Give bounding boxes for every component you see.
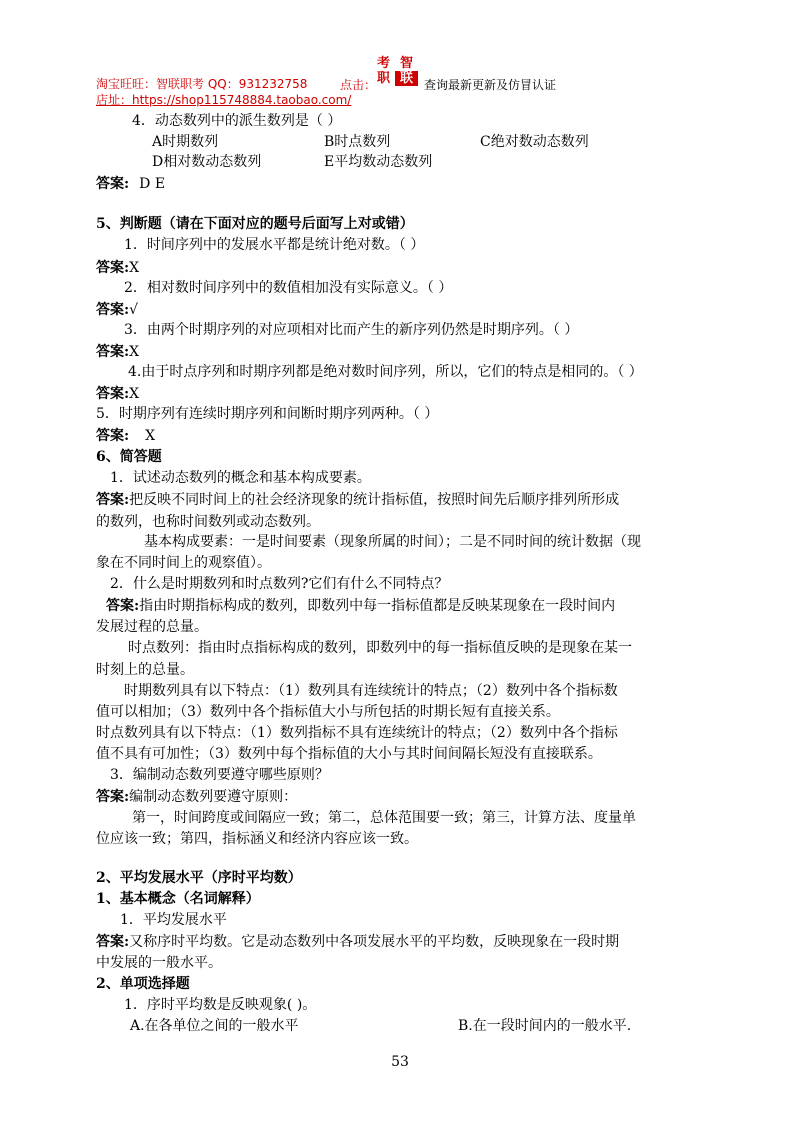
text-line: [96, 618, 704, 636]
line-text: 象在不同时间上的观察值）。: [96, 555, 271, 571]
line-text: X: [145, 428, 156, 444]
line-text: 时点数列：指由时点指标构成的数列，即数列中的每一指标值反映的是现象在某一: [128, 640, 632, 656]
text-line: [96, 301, 704, 319]
header-shop-link[interactable]: 店址：https://shop115748884.taobao.com/: [96, 93, 352, 107]
text-line: [96, 405, 704, 423]
line-text: 时点数列具有以下特点：（1）数列指标不具有连续统计的特点；（2）数列中各个指标: [96, 725, 618, 741]
logo-char: 智: [399, 56, 413, 71]
text-line: [110, 469, 704, 487]
line-text: 1．试述动态数列的概念和基本构成要素。: [110, 470, 371, 486]
text-line: [96, 343, 704, 361]
line-text: √: [129, 302, 139, 318]
line-text: D相对数动态数列: [152, 154, 262, 170]
line-text: 1．平均发展水平: [120, 912, 227, 928]
line-label: 6、简答题: [96, 449, 162, 465]
header-shop-info: [96, 76, 351, 108]
text-line: [96, 554, 704, 572]
line-text: 第一，时间跨度或间隔应一致；第二，总体范围要一致；第三，计算方法、度量单: [132, 810, 636, 826]
line-label: 答案:: [96, 386, 130, 402]
line-text: 编制动态数列要遵守原则：: [129, 789, 298, 805]
text-line: [128, 639, 704, 657]
brand-logo[interactable]: [372, 56, 418, 86]
text-line: [96, 975, 704, 993]
text-line: [96, 703, 704, 721]
text-line: [96, 513, 704, 531]
line-label: 2、平均发展水平（序时平均数）: [96, 870, 302, 886]
text-line: [132, 809, 704, 827]
line-text: 4．动态数列中的派生数列是（ ）: [132, 113, 342, 129]
line-text: 5．时期序列有连续时期序列和间断时期序列两种。（ ）: [96, 406, 439, 422]
line-text: 发展过程的总量。: [96, 619, 208, 635]
line-label: 1、基本概念（名词解释）: [96, 891, 260, 907]
text-line: [96, 661, 704, 679]
line-text: A.在各单位之间的一般水平: [130, 1018, 299, 1034]
line-text: 1．序时平均数是反映观象( )。: [124, 997, 317, 1013]
text-line: [124, 236, 704, 254]
text-line: [96, 954, 704, 972]
text-line: [132, 112, 704, 130]
logo-char: 考: [376, 56, 390, 71]
line-text: C绝对数动态数列: [480, 134, 589, 150]
line-text: 位应该一致；第四，指标涵义和经济内容应该一致。: [96, 831, 418, 847]
text-line: [96, 830, 704, 848]
text-line: [128, 363, 704, 381]
line-text: 4.由于时点序列和时期序列都是绝对数时间序列，所以，它们的特点是相同的。（ ）: [128, 364, 643, 380]
text-line: [124, 682, 704, 700]
line-text: 又称序时平均数。它是动态数列中各项发展水平的平均数，反映现象在一段时期: [129, 934, 620, 950]
text-line: [458, 1017, 704, 1035]
line-text: 的数列，也称时间数列或动态数列。: [96, 514, 320, 530]
line-text: 3．编制动态数列要遵守哪些原则？: [110, 767, 329, 783]
text-line: [110, 575, 704, 593]
text-line: [96, 175, 704, 193]
line-label: 2、单项选择题: [96, 976, 190, 992]
line-label: 5、判断题（请在下面对应的题号后面写上对或错）: [96, 216, 414, 232]
text-line: [124, 279, 704, 297]
text-line: [144, 533, 704, 551]
line-label: 答案:: [96, 934, 130, 950]
text-line: [96, 890, 704, 908]
line-text: D E: [139, 176, 166, 192]
text-line: [96, 215, 704, 233]
text-line: [120, 911, 704, 929]
line-text: 基本构成要素：一是时间要素（现象所属的时间）；二是不同时间的统计数据（现: [144, 534, 641, 550]
header-contact: 淘宝旺旺：智联职考 QQ：931232758: [96, 77, 308, 91]
text-line: [96, 869, 704, 887]
text-line: [96, 788, 704, 806]
line-text: 把反映不同时间上的社会经济现象的统计指标值，按照时间先后顺序排列所形成: [129, 492, 620, 508]
text-line: [106, 597, 704, 615]
line-label: 答案:: [96, 260, 130, 276]
line-label: 答案:: [96, 789, 130, 805]
line-label: 答案:: [96, 492, 130, 508]
line-text: A时期数列: [152, 134, 219, 150]
line-text: 值不具有可加性；（3）数列中每个指标值的大小与其时间间隔长短没有直接联系。: [96, 746, 602, 762]
text-line: [96, 259, 704, 277]
line-text: 值可以相加；（3）数列中各个指标值大小与所包括的时期长短有直接关系。: [96, 704, 560, 720]
line-text: 时期数列具有以下特点：（1）数列具有连续统计的特点；（2）数列中各个指标数: [124, 683, 618, 699]
line-text: B时点数列: [324, 134, 391, 150]
text-line: [96, 933, 704, 951]
line-label: 答案:: [96, 344, 130, 360]
line-text: B.在一段时间内的一般水平.: [458, 1018, 632, 1034]
line-text: 2．相对数时间序列中的数值相加没有实际意义。（ ）: [124, 280, 453, 296]
text-line: [96, 427, 704, 445]
line-label: 答案:: [96, 176, 130, 192]
line-label: 答案:: [96, 302, 130, 318]
text-line: [96, 745, 704, 763]
logo-char: 职: [376, 71, 390, 86]
line-text: 中发展的一般水平。: [96, 955, 222, 971]
line-text: E平均数动态数列: [324, 154, 433, 170]
text-line: [124, 996, 704, 1014]
line-label: 答案:: [106, 598, 140, 614]
text-line: [124, 321, 704, 339]
text-line: [480, 133, 704, 151]
line-text: 3．由两个时期序列的对应项相对比而产生的新序列仍然是时期序列。（ ）: [124, 322, 579, 338]
line-text: X: [129, 260, 140, 276]
header-verify-text: 查询最新更新及仿冒认证: [424, 78, 557, 92]
text-line: [96, 491, 704, 509]
text-line: [96, 724, 704, 742]
line-text: X: [129, 386, 140, 402]
line-text: 1．时间序列中的发展水平都是统计绝对数。（ ）: [124, 237, 425, 253]
page-number: 53: [391, 1054, 409, 1070]
line-text: 2．什么是时期数列和时点数列?它们有什么不同特点？: [110, 576, 449, 592]
text-line: [96, 385, 704, 403]
line-text: X: [129, 344, 140, 360]
text-line: [324, 153, 704, 171]
line-text: 时刻上的总量。: [96, 662, 194, 678]
text-line: [110, 766, 704, 784]
line-label: 答案:: [96, 428, 130, 444]
header-click-label: 点击：: [340, 78, 377, 92]
logo-char: 联: [395, 71, 418, 86]
line-text: 指由时期指标构成的数列，即数列中每一指标值都是反映某现象在一段时间内: [139, 598, 616, 614]
text-line: [96, 448, 704, 466]
